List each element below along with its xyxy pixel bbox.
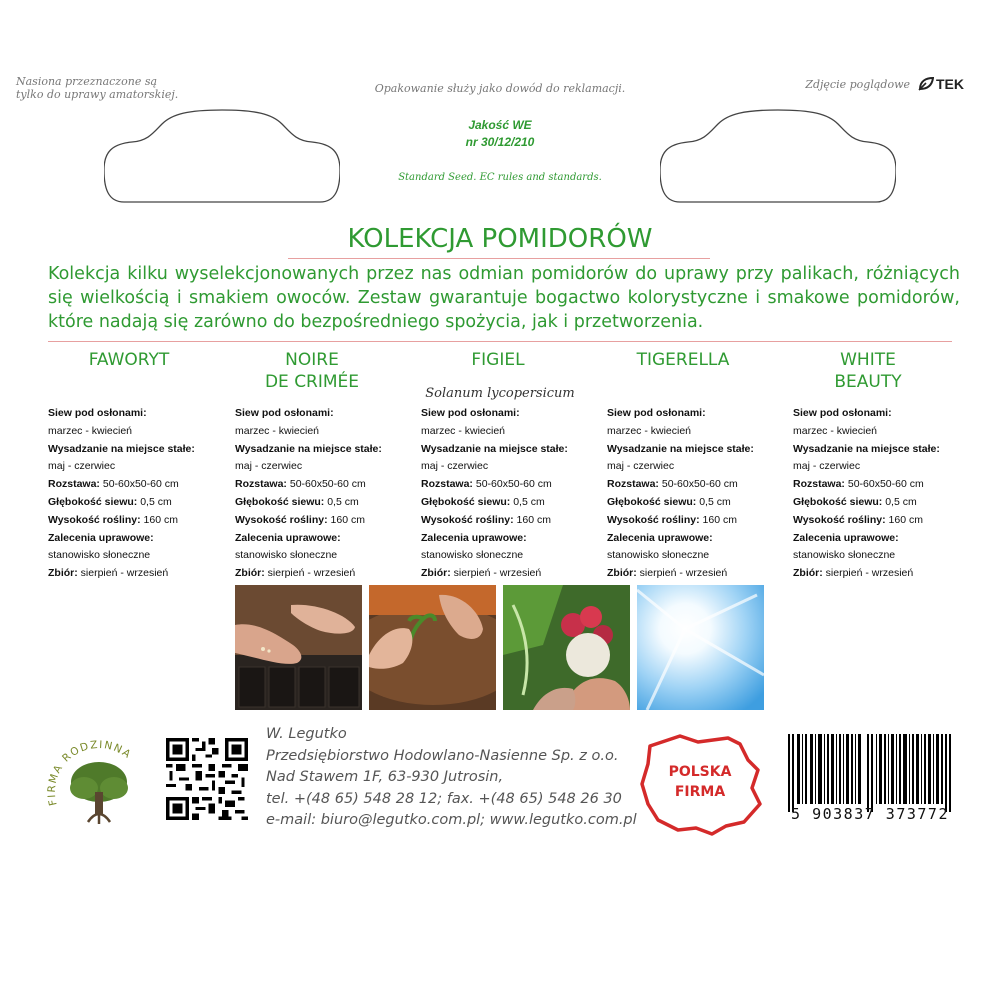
spacing-label: Rozstawa: xyxy=(421,478,473,491)
specs-column xyxy=(48,405,228,583)
spacing-label: Rozstawa: xyxy=(607,478,659,491)
depth-value: 0,5 cm xyxy=(885,495,917,508)
depth-label: Głębokość siewu: xyxy=(421,495,511,508)
barcode-number: 5 903837 373772 xyxy=(791,805,949,823)
qr-code[interactable] xyxy=(166,738,248,820)
spacing-label: Rozstawa: xyxy=(48,478,100,491)
variety-name: TIGERELLA xyxy=(636,350,730,370)
sowing-label: Siew pod osłonami: xyxy=(607,407,706,419)
sowing-value: marzec - kwiecień xyxy=(48,424,133,437)
height-label: Wysokość rośliny: xyxy=(235,513,328,526)
harvest-value: sierpień - wrzesień xyxy=(453,567,542,580)
specs-column xyxy=(235,405,415,583)
sowing-value: marzec - kwiecień xyxy=(421,424,506,437)
photo-vegetable-harvest xyxy=(503,585,630,710)
polska-text: POLSKA xyxy=(668,764,732,780)
planting-value: maj - czerwiec xyxy=(235,460,303,473)
firma-text: FIRMA xyxy=(674,784,726,800)
harvest-label: Zbiór: xyxy=(235,567,265,580)
sowing-value: marzec - kwiecień xyxy=(793,424,878,437)
depth-label: Głębokość siewu: xyxy=(48,495,138,508)
height-value: 160 cm xyxy=(330,513,365,526)
recommend-value: stanowisko słoneczne xyxy=(48,549,151,562)
depth-label: Głębokość siewu: xyxy=(607,495,697,508)
company-full-name: Przedsiębiorstwo Hodowlano-Nasienne Sp. z o.o. xyxy=(266,747,619,764)
quality-number: nr 30/12/210 xyxy=(465,135,535,149)
sowing-label: Siew pod osłonami: xyxy=(48,407,147,419)
planting-label: Wysadzanie na miejsce stałe: xyxy=(235,442,382,455)
variety-name: WHITE BEAUTY xyxy=(834,350,902,392)
height-label: Wysokość rośliny: xyxy=(607,513,700,526)
complaint-notice: Opakowanie służy jako dowód do reklamacji. xyxy=(374,82,626,95)
specs-column xyxy=(793,405,973,583)
photo-planting-seedling xyxy=(369,585,496,710)
company-address xyxy=(266,724,686,832)
harvest-value: sierpień - wrzesień xyxy=(825,567,914,580)
planting-label: Wysadzanie na miejsce stałe: xyxy=(607,442,754,455)
spacing-value: 50-60x50-60 cm xyxy=(475,478,552,491)
depth-value: 0,5 cm xyxy=(513,495,545,508)
recommend-value: stanowisko słoneczne xyxy=(607,549,710,562)
recommend-label: Zalecenia uprawowe: xyxy=(421,531,527,544)
planting-label: Wysadzanie na miejsce stałe: xyxy=(793,442,940,455)
quality-standard: Jakość WE xyxy=(468,118,532,132)
family-company-logo xyxy=(44,730,154,840)
company-phone: tel. +(48 65) 548 28 12; fax. +(48 65) 548 26 30 xyxy=(266,790,622,807)
company-contact[interactable]: e-mail: biuro@legutko.com.pl; www.legutko.com.pl xyxy=(266,812,637,828)
depth-value: 0,5 cm xyxy=(327,495,359,508)
depth-label: Głębokość siewu: xyxy=(235,495,325,508)
planting-label: Wysadzanie na miejsce stałe: xyxy=(421,442,568,455)
recommend-value: stanowisko słoneczne xyxy=(421,549,524,562)
sowing-value: marzec - kwiecień xyxy=(607,424,692,437)
polska-firma-badge xyxy=(636,730,776,840)
recommend-label: Zalecenia uprawowe: xyxy=(48,531,154,544)
depth-label: Głębokość siewu: xyxy=(793,495,883,508)
hanger-cutout-left xyxy=(104,108,340,204)
spacing-label: Rozstawa: xyxy=(793,478,845,491)
harvest-label: Zbiór: xyxy=(793,567,823,580)
leaf-icon xyxy=(918,77,934,91)
planting-value: maj - czerwiec xyxy=(607,460,675,473)
height-value: 160 cm xyxy=(143,513,178,526)
harvest-label: Zbiór: xyxy=(48,567,78,580)
sowing-label: Siew pod osłonami: xyxy=(793,407,892,419)
harvest-value: sierpień - wrzesień xyxy=(639,567,728,580)
photo-sowing-seeds xyxy=(235,585,362,710)
planting-value: maj - czerwiec xyxy=(793,460,861,473)
harvest-label: Zbiór: xyxy=(421,567,451,580)
height-label: Wysokość rośliny: xyxy=(48,513,141,526)
description-divider xyxy=(48,341,952,342)
latin-name: Solanum lycopersicum xyxy=(425,386,575,401)
spacing-label: Rozstawa: xyxy=(235,478,287,491)
height-value: 160 cm xyxy=(516,513,551,526)
company-name: W. Legutko xyxy=(266,726,347,742)
height-value: 160 cm xyxy=(888,513,923,526)
spacing-value: 50-60x50-60 cm xyxy=(102,478,179,491)
company-street: Nad Stawem 1F, 63-930 Jutrosin, xyxy=(266,769,504,785)
planting-label: Wysadzanie na miejsce stałe: xyxy=(48,442,195,455)
collection-title: KOLEKCJA POMIDORÓW xyxy=(347,224,653,254)
family-company-text: FIRMA RODZINNA xyxy=(45,738,134,807)
collection-description: Kolekcja kilku wyselekcjonowanych przez nas odmian pomidorów do uprawy przy palikach, różniących się wielkością i smakiem owoców. Zestaw gwarantuje bogactwo kolorystyczne i smakowe pomidorów, które nadają się zarówno do bezpośredniego spożycia, jak i przetworzenia. xyxy=(48,264,960,332)
hanger-cutout-right xyxy=(660,108,896,204)
planting-value: maj - czerwiec xyxy=(48,460,116,473)
sowing-label: Siew pod osłonami: xyxy=(235,407,334,419)
height-value: 160 cm xyxy=(702,513,737,526)
recommend-label: Zalecenia uprawowe: xyxy=(235,531,341,544)
recommend-value: stanowisko słoneczne xyxy=(793,549,896,562)
variety-name: FAWORYT xyxy=(88,350,170,370)
height-label: Wysokość rośliny: xyxy=(421,513,514,526)
recommend-label: Zalecenia uprawowe: xyxy=(607,531,713,544)
recommend-label: Zalecenia uprawowe: xyxy=(793,531,899,544)
photo-sun-sky xyxy=(637,585,764,710)
amateur-use-notice: Nasiona przeznaczone są tylko do uprawy amatorskiej. xyxy=(16,75,179,101)
harvest-label: Zbiór: xyxy=(607,567,637,580)
quality-note: Standard Seed. EC rules and standards. xyxy=(398,172,602,183)
variety-name: NOIRE DE CRIMÉE xyxy=(264,350,360,392)
harvest-value: sierpień - wrzesień xyxy=(80,567,169,580)
sowing-value: marzec - kwiecień xyxy=(235,424,320,437)
sowing-label: Siew pod osłonami: xyxy=(421,407,520,419)
tree-icon xyxy=(70,762,128,824)
planting-value: maj - czerwiec xyxy=(421,460,489,473)
specs-column xyxy=(421,405,601,583)
spacing-value: 50-60x50-60 cm xyxy=(289,478,366,491)
variety-name: FIGIEL xyxy=(471,350,525,370)
depth-value: 0,5 cm xyxy=(699,495,731,508)
title-divider xyxy=(288,258,710,259)
specs-column xyxy=(607,405,787,583)
illustrative-photo-notice: Zdjęcie poglądowe xyxy=(805,78,910,91)
height-label: Wysokość rośliny: xyxy=(793,513,886,526)
otek-logo: TEK xyxy=(918,76,964,92)
spacing-value: 50-60x50-60 cm xyxy=(847,478,924,491)
recommend-value: stanowisko słoneczne xyxy=(235,549,338,562)
harvest-value: sierpień - wrzesień xyxy=(267,567,356,580)
spacing-value: 50-60x50-60 cm xyxy=(661,478,738,491)
depth-value: 0,5 cm xyxy=(140,495,172,508)
